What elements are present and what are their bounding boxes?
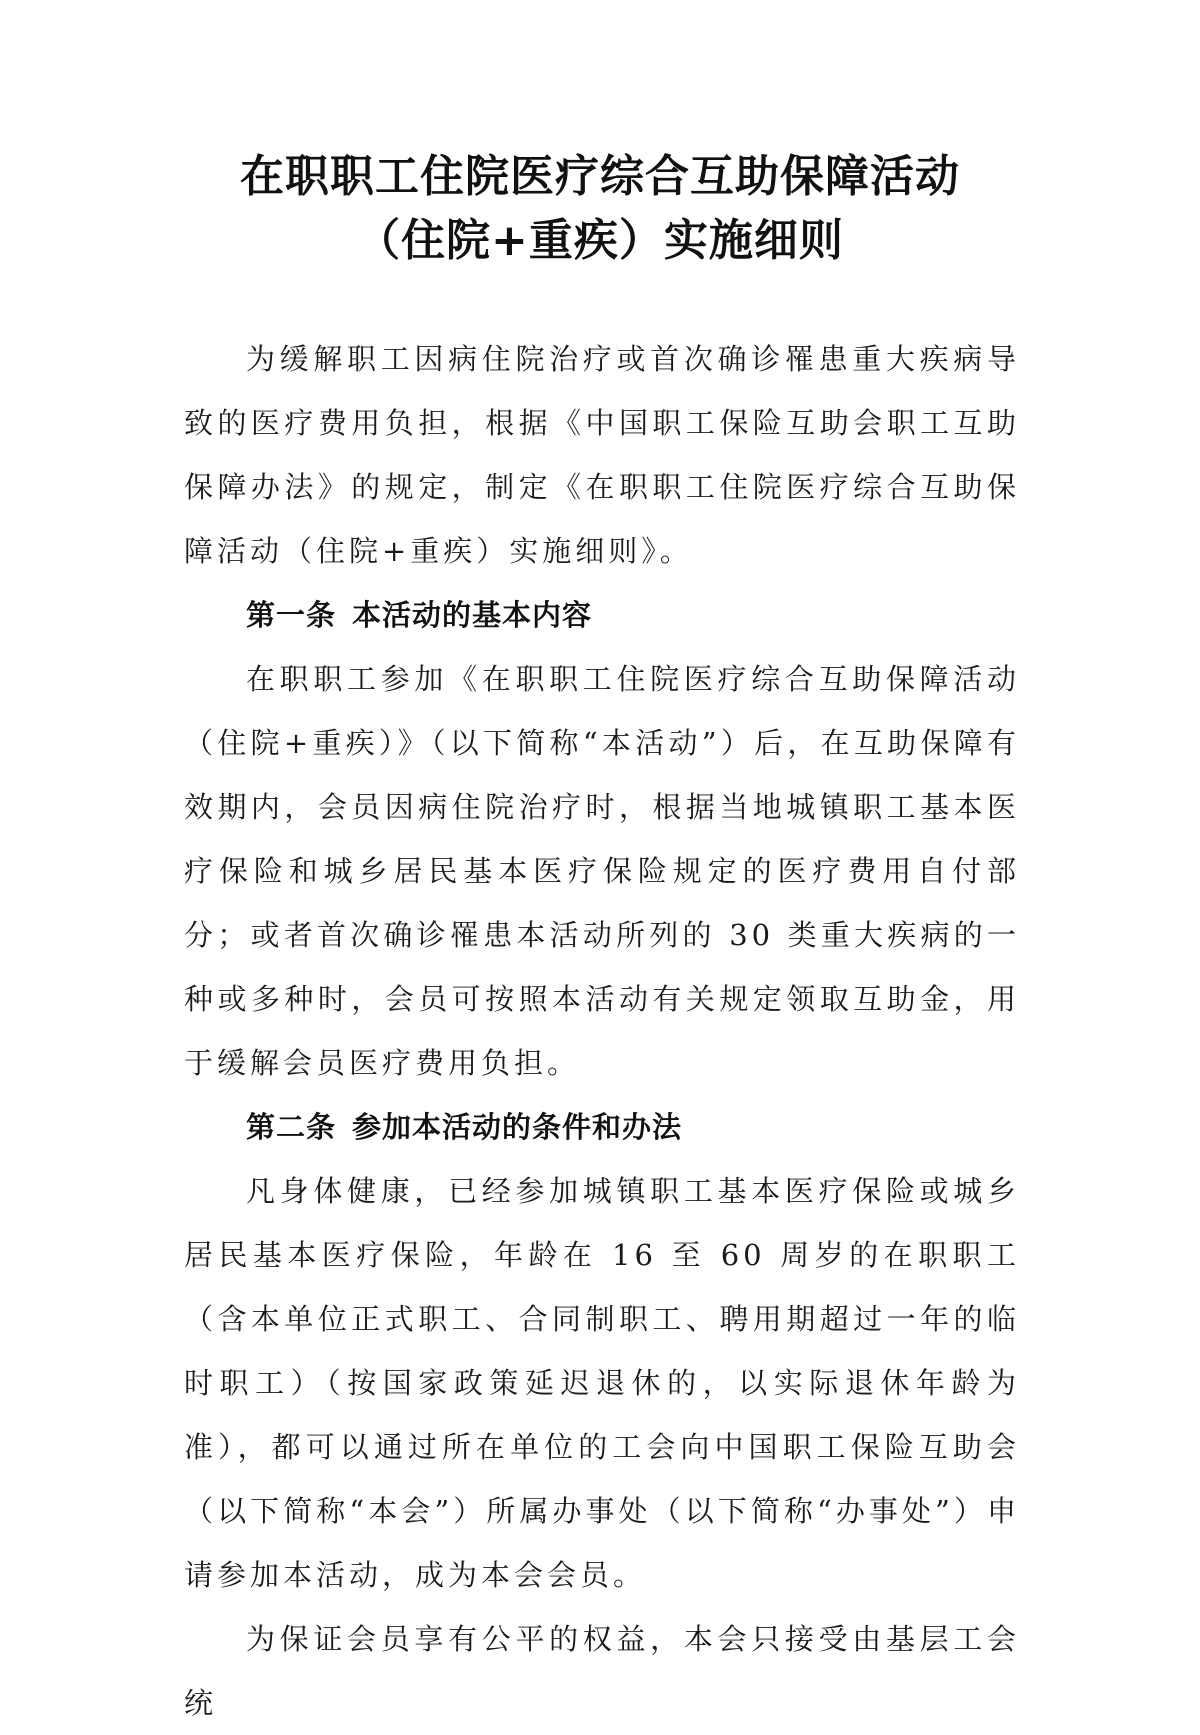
article-2-paragraph-1: 凡身体健康，已经参加城镇职工基本医疗保险或城乡居民基本医疗保险，年龄在 16 至 60 周岁的在职职工（含本单位正式职工、合同制职工、聘用期超过一年的临时职工）（按国家政策延迟退休的，以实际退休年龄为准），都可以通过所在单位的工会向中国职工保险互助会（以下简称“本会”）所属办事处（以下简称“办事处”）申请参加本活动，成为本会会员。 <box>184 1174 1020 1592</box>
article-1-title: 本活动的基本内容 <box>352 598 593 632</box>
document-body <box>184 327 1020 1735</box>
article-2-heading <box>184 1095 1020 1159</box>
article-2-number: 第二条 <box>246 1110 337 1144</box>
article-2-title: 参加本活动的条件和办法 <box>352 1110 683 1144</box>
intro-paragraph: 为缓解职工因病住院治疗或首次确诊罹患重大疾病导致的医疗费用负担，根据《中国职工保险互助会职工互助保障办法》的规定，制定《在职职工住院医疗综合互助保障活动（住院+重疾）实施细则》。 <box>184 342 1020 568</box>
title-line-1: 在职职工住院医疗综合互助保障活动 <box>240 151 960 202</box>
article-1-heading <box>184 583 1020 647</box>
title-line-2: （住院+重疾）实施细则 <box>356 215 844 266</box>
article-1-number: 第一条 <box>246 598 337 632</box>
article-1-paragraph-1: 在职职工参加《在职职工住院医疗综合互助保障活动（住院+重疾）》（以下简称“本活动”）后，在互助保障有效期内，会员因病住院治疗时，根据当地城镇职工基本医疗保险和城乡居民基本医疗保险规定的医疗费用自付部分；或者首次确诊罹患本活动所列的 30 类重大疾病的一种或多种时，会员可按照本活动有关规定领取互助金，用于缓解会员医疗费用负担。 <box>184 662 1020 1080</box>
document-title <box>0 145 1200 273</box>
article-2-paragraph-2: 为保证会员享有公平的权益，本会只接受由基层工会统 <box>184 1622 1020 1720</box>
